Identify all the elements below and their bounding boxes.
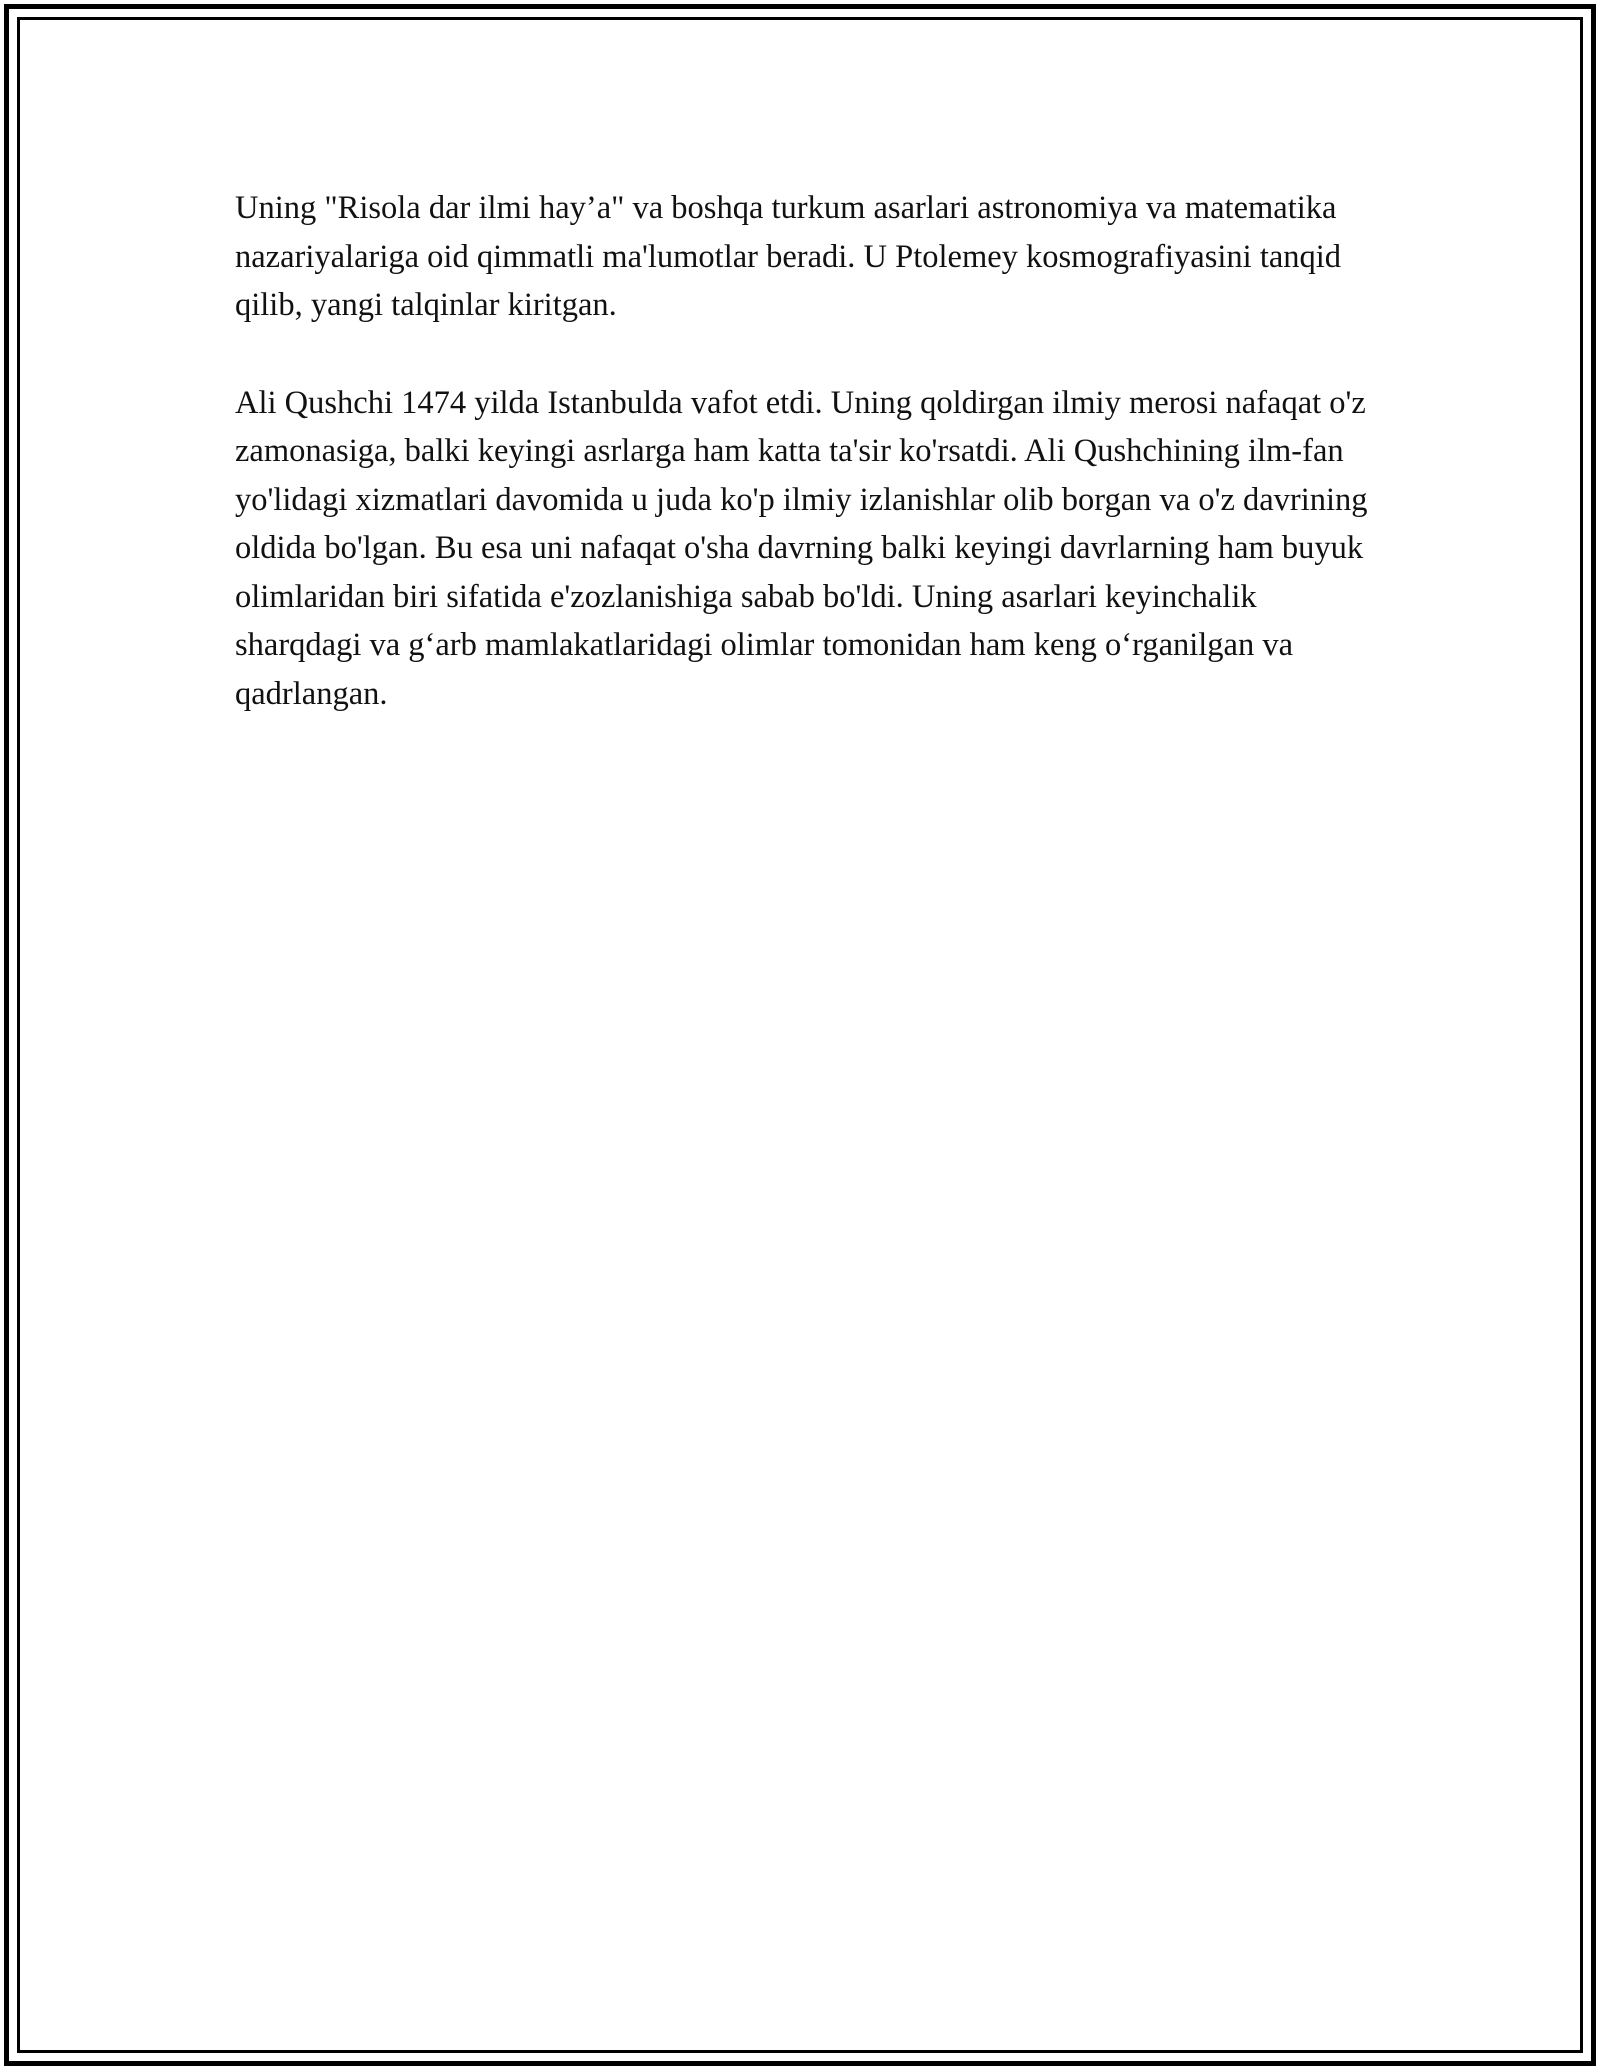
paragraph-risola: Uning "Risola dar ilmi hay’a" va boshqa turkum asarlari astronomiya va matematika nazariyalariga oid qimmatli ma'lumotlar beradi. U Ptolemey kosmografiyasini tanqid qilib, yangi talqinlar kiritgan. xyxy=(235,190,1342,323)
paragraph-ali-qushchi-legacy: Ali Qushchi 1474 yilda Istanbulda vafot etdi. Uning qoldirgan ilmiy merosi nafaqat o'z zamonasiga, balki keyingi asrlarga ham katta ta'sir ko'rsatdi. Ali Qushchining ilm-fan yo'lidagi xizmatlari davomida u juda ko'p ilmiy izlanishlar olib borgan va o'z davrining oldida bo'lgan. Bu esa uni nafaqat o'sha davrning balki keyingi davrlarning ham buyuk olimlaridan biri sifatida e'zozlanishiga sabab bo'ldi. Uning asarlari keyinchalik sharqdagi va g‘arb mamlakatlaridagi olimlar tomonidan ham keng o‘rganilgan va qadrlangan. xyxy=(235,384,1368,712)
document-body xyxy=(235,184,1385,767)
